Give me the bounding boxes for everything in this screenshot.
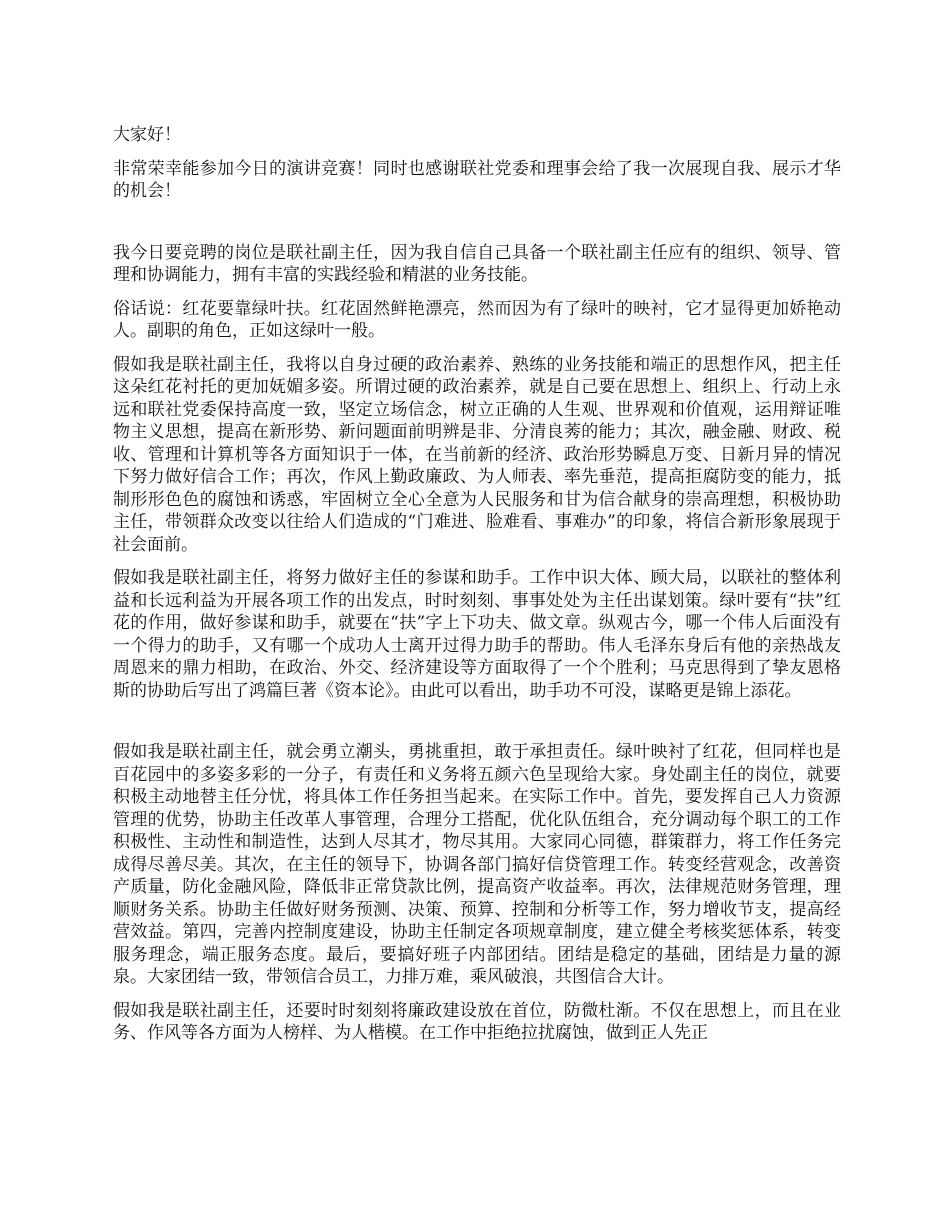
paragraph-responsibility: 假如我是联社副主任，就会勇立潮头，勇挑重担，敢于承担责任。绿叶映衬了红花，但同样也是百花园中的多姿多彩的一分子，有责任和义务将五颜六色呈现给大家。身处副主任的岗位，就要积极主动地替主任分忧，将具体工作任务担当起来。在实际工作中。首先，要发挥自己人力资源管理的优势，协助主任改革人事管理，合理分工搭配，优化队伍组合，充分调动每个职工的工作积极性、主动性和制造性，达到人尽其才，物尽其用。大家同心同德，群策群力，将工作任务完成得尽善尽美。其次，在主任的领导下，协调各部门搞好信贷管理工作。转变经营观念，改善资产质量，防化金融风险，降低非正常贷款比例，提高资产收益率。再次，法律规范财务管理，理顺财务关系。协助主任做好财务预测、决策、预算、控制和分析等工作，努力增收节支，提高经营效益。第四，完善内控制度建设，协助主任制定各项规章制度，建立健全考核奖惩体系，转变服务理念，端正服务态度。最后，要搞好班子内部团结。团结是稳定的基础，团结是力量的源泉。大家团结一致，带领信合员工，力排万难，乘风破浪，共图信合大计。 [113,742,841,987]
paragraph-political-quality: 假如我是联社副主任，我将以自身过硬的政治素养、熟练的业务技能和端正的思想作风，把主任这朵红花衬托的更加妩媚多姿。所谓过硬的政治素养，就是自己要在思想上、组织上、行动上永远和联社党委保持高度一致，坚定立场信念，树立正确的人生观、世界观和价值观，运用辩证唯物主义思想，提高在新形势、新问题面前明辨是非、分清良莠的能力；其次，融金融、财政、税收、管理和计算机等各方面知识于一体，在当前新的经济、政治形势瞬息万变、日新月异的情况下努力做好信合工作；再次，作风上勤政廉政、为人师表、率先垂范，提高拒腐防变的能力，抵制形形色色的腐蚀和诱惑，牢固树立全心全意为人民服务和甘为信合献身的崇高理想，积极协助主任，带领群众改变以往给人们造成的“门难进、脸难看、事难办”的印象，将信合新形象展现于社会面前。 [113,354,841,555]
paragraph-advisor: 假如我是联社副主任，将努力做好主任的参谋和助手。工作中识大体、顾大局，以联社的整体利益和长远利益为开展各项工作的出发点，时时刻刻、事事处处为主任出谋划策。绿叶要有“扶”红花的作用，做好参谋和助手，就要在“扶”字上下功夫、做文章。纵观古今，哪一个伟人后面没有一个得力的助手，又有哪一个成功人士离开过得力助手的帮助。伟人毛泽东身后有他的亲热战友周恩来的鼎力相助，在政治、外交、经济建设等方面取得了一个个胜利；马克思得到了挚友恩格斯的协助后写出了鸿篇巨著《资本论》。由此可以看出，助手功不可没，谋略更是锦上添花。 [113,568,841,701]
paragraph-integrity: 假如我是联社副主任，还要时时刻刻将廉政建设放在首位，防微杜渐。不仅在思想上，而且在业务、作风等各方面为人榜样、为人楷模。在工作中拒绝拉扰腐蚀，做到正人先正 [113,1000,841,1043]
paragraph-opening: 非常荣幸能参加今日的演讲竞赛！同时也感谢联社党委和理事会给了我一次展现自我、展示才华的机会！ [113,158,841,201]
paragraph-proverb: 俗话说：红花要靠绿叶扶。红花固然鲜艳漂亮，然而因为有了绿叶的映衬，它才显得更加娇艳动人。副职的角色，正如这绿叶一般。 [113,298,841,341]
document-body [113,124,841,1056]
paragraph-position: 我今日要竞聘的岗位是联社副主任，因为我自信自己具备一个联社副主任应有的组织、领导、管理和协调能力，拥有丰富的实践经验和精湛的业务技能。 [113,242,841,285]
greeting: 大家好！ [113,125,181,145]
